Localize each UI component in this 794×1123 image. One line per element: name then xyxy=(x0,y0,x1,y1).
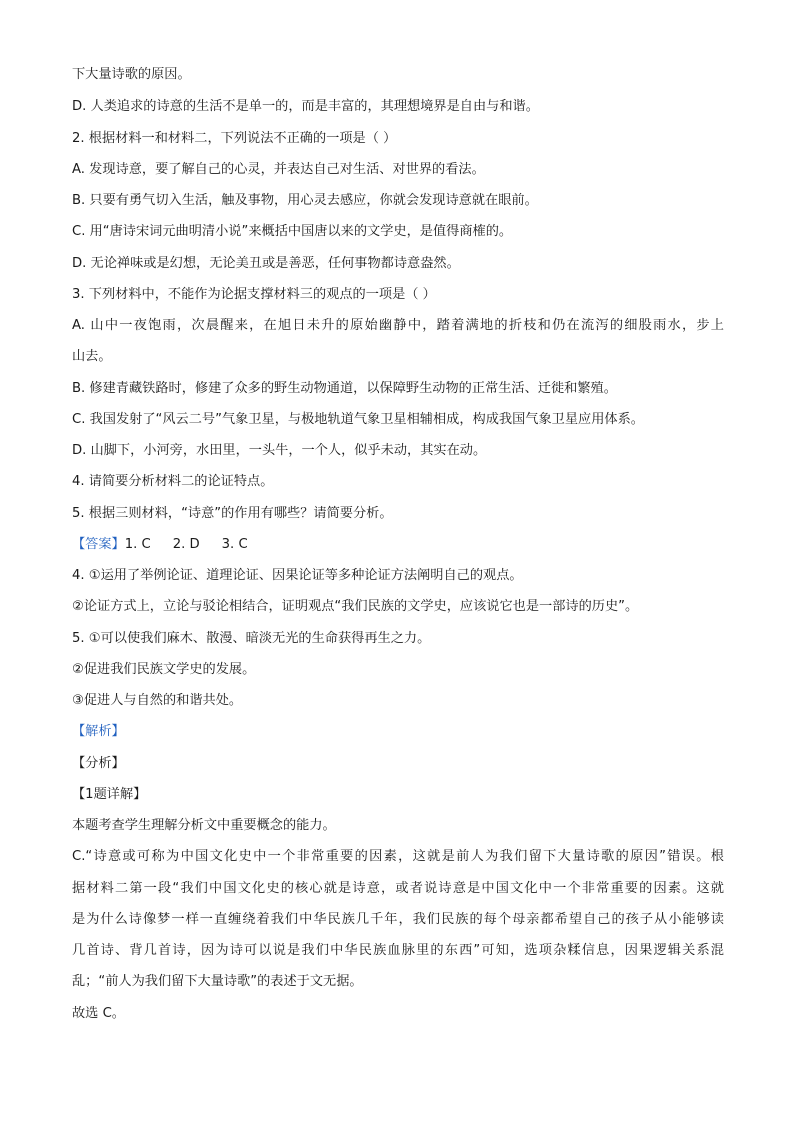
answer-1: 1. C xyxy=(124,537,151,552)
analysis-paragraph-line4: 几首诗、背几首诗，因为诗可以说是我们中华民族血脉里的东西”可知，选项杂糅信息，因果逻辑关系混 xyxy=(72,943,724,958)
q5-stem: 5. 根据三则材料，“诗意”的作用有哪些？请简要分析。 xyxy=(72,506,393,521)
analysis-paragraph-line2: 据材料二第一段“我们中国文化史的核心就是诗意，或者说诗意是中国文化中一个非常重要的因素。这就 xyxy=(72,881,724,896)
q2-stem: 2. 根据材料一和材料二，下列说法不正确的一项是（ ） xyxy=(72,131,397,146)
answer-line xyxy=(72,536,724,554)
q1-option-d: D. 人类追求的诗意的生活不是单一的，而是丰富的，其理想境界是自由与和谐。 xyxy=(72,99,539,114)
q2-option-a: A. 发现诗意，要了解自己的心灵，并表达自己对生活、对世界的看法。 xyxy=(72,162,485,177)
q3-option-a-line2: 山去。 xyxy=(72,349,112,364)
q2-option-c: C. 用“唐诗宋词元曲明清小说”来概括中国唐以来的文学史，是值得商榷的。 xyxy=(72,224,513,239)
q2-option-b: B. 只要有勇气切入生活，触及事物，用心灵去感应，你就会发现诗意就在眼前。 xyxy=(72,193,538,208)
analysis-paragraph-line1: C.“诗意或可称为中国文化史中一个非常重要的因素，这就是前人为我们留下大量诗歌的原因”错误。根 xyxy=(72,849,724,864)
q3-option-c: C. 我国发射了“风云二号”气象卫星，与极地轨道气象卫星相辅相成，构成我国气象卫星应用体系。 xyxy=(72,412,644,427)
answer-5-point-2: ②促进我们民族文学史的发展。 xyxy=(72,662,256,677)
analysis-paragraph-line3: 是为什么诗像梦一样一直缠绕着我们中华民族几千年，我们民族的每个母亲都希望自己的孩子从小能够读 xyxy=(72,912,724,927)
answer-5-point-3: ③促进人与自然的和谐共处。 xyxy=(72,693,243,708)
analysis-label: 【解析】 xyxy=(72,724,125,739)
q3-option-a-line1: A. 山中一夜饱雨，次晨醒来，在旭日未升的原始幽静中，踏着满地的折枝和仍在流泻的细股雨水，步上 xyxy=(72,318,724,333)
q2-option-d: D. 无论禅味或是幻想，无论美丑或是善恶，任何事物都诗意盎然。 xyxy=(72,256,460,271)
q4-stem: 4. 请简要分析材料二的论证特点。 xyxy=(72,474,274,489)
analysis-paragraph-line5: 乱；“前人为我们留下大量诗歌”的表述于文无据。 xyxy=(72,974,363,989)
answer-2: 2. D xyxy=(172,537,200,552)
q3-option-b: B. 修建青藏铁路时，修建了众多的野生动物通道，以保障野生动物的正常生活、迁徙和繁殖。 xyxy=(72,381,617,396)
answer-label: 【答案】 xyxy=(72,537,125,552)
answer-4-point-2: ②论证方式上，立论与驳论相结合，证明观点“我们民族的文学史，应该说它也是一部诗的历史”。 xyxy=(72,599,639,614)
answer-5-point-1: 5. ①可以使我们麻木、散漫、暗淡无光的生命获得再生之力。 xyxy=(72,631,431,646)
answer-4-point-1: 4. ①运用了举例论证、道理论证、因果论证等多种论证方法阐明自己的观点。 xyxy=(72,568,523,583)
q1-tail-line: 下大量诗歌的原因。 xyxy=(72,67,191,82)
analysis-intro: 本题考查学生理解分析文中重要概念的能力。 xyxy=(72,818,336,833)
analysis-sub-label: 【分析】 xyxy=(72,756,125,771)
analysis-conclusion: 故选 C。 xyxy=(72,1006,125,1021)
q3-stem: 3. 下列材料中，不能作为论据支撑材料三的观点的一项是（ ） xyxy=(72,287,436,302)
detail-label: 【1题详解】 xyxy=(72,787,147,802)
q3-option-d: D. 山脚下，小河旁，水田里，一头牛，一个人，似乎未动，其实在动。 xyxy=(72,443,487,458)
answer-3: 3. C xyxy=(221,537,248,552)
